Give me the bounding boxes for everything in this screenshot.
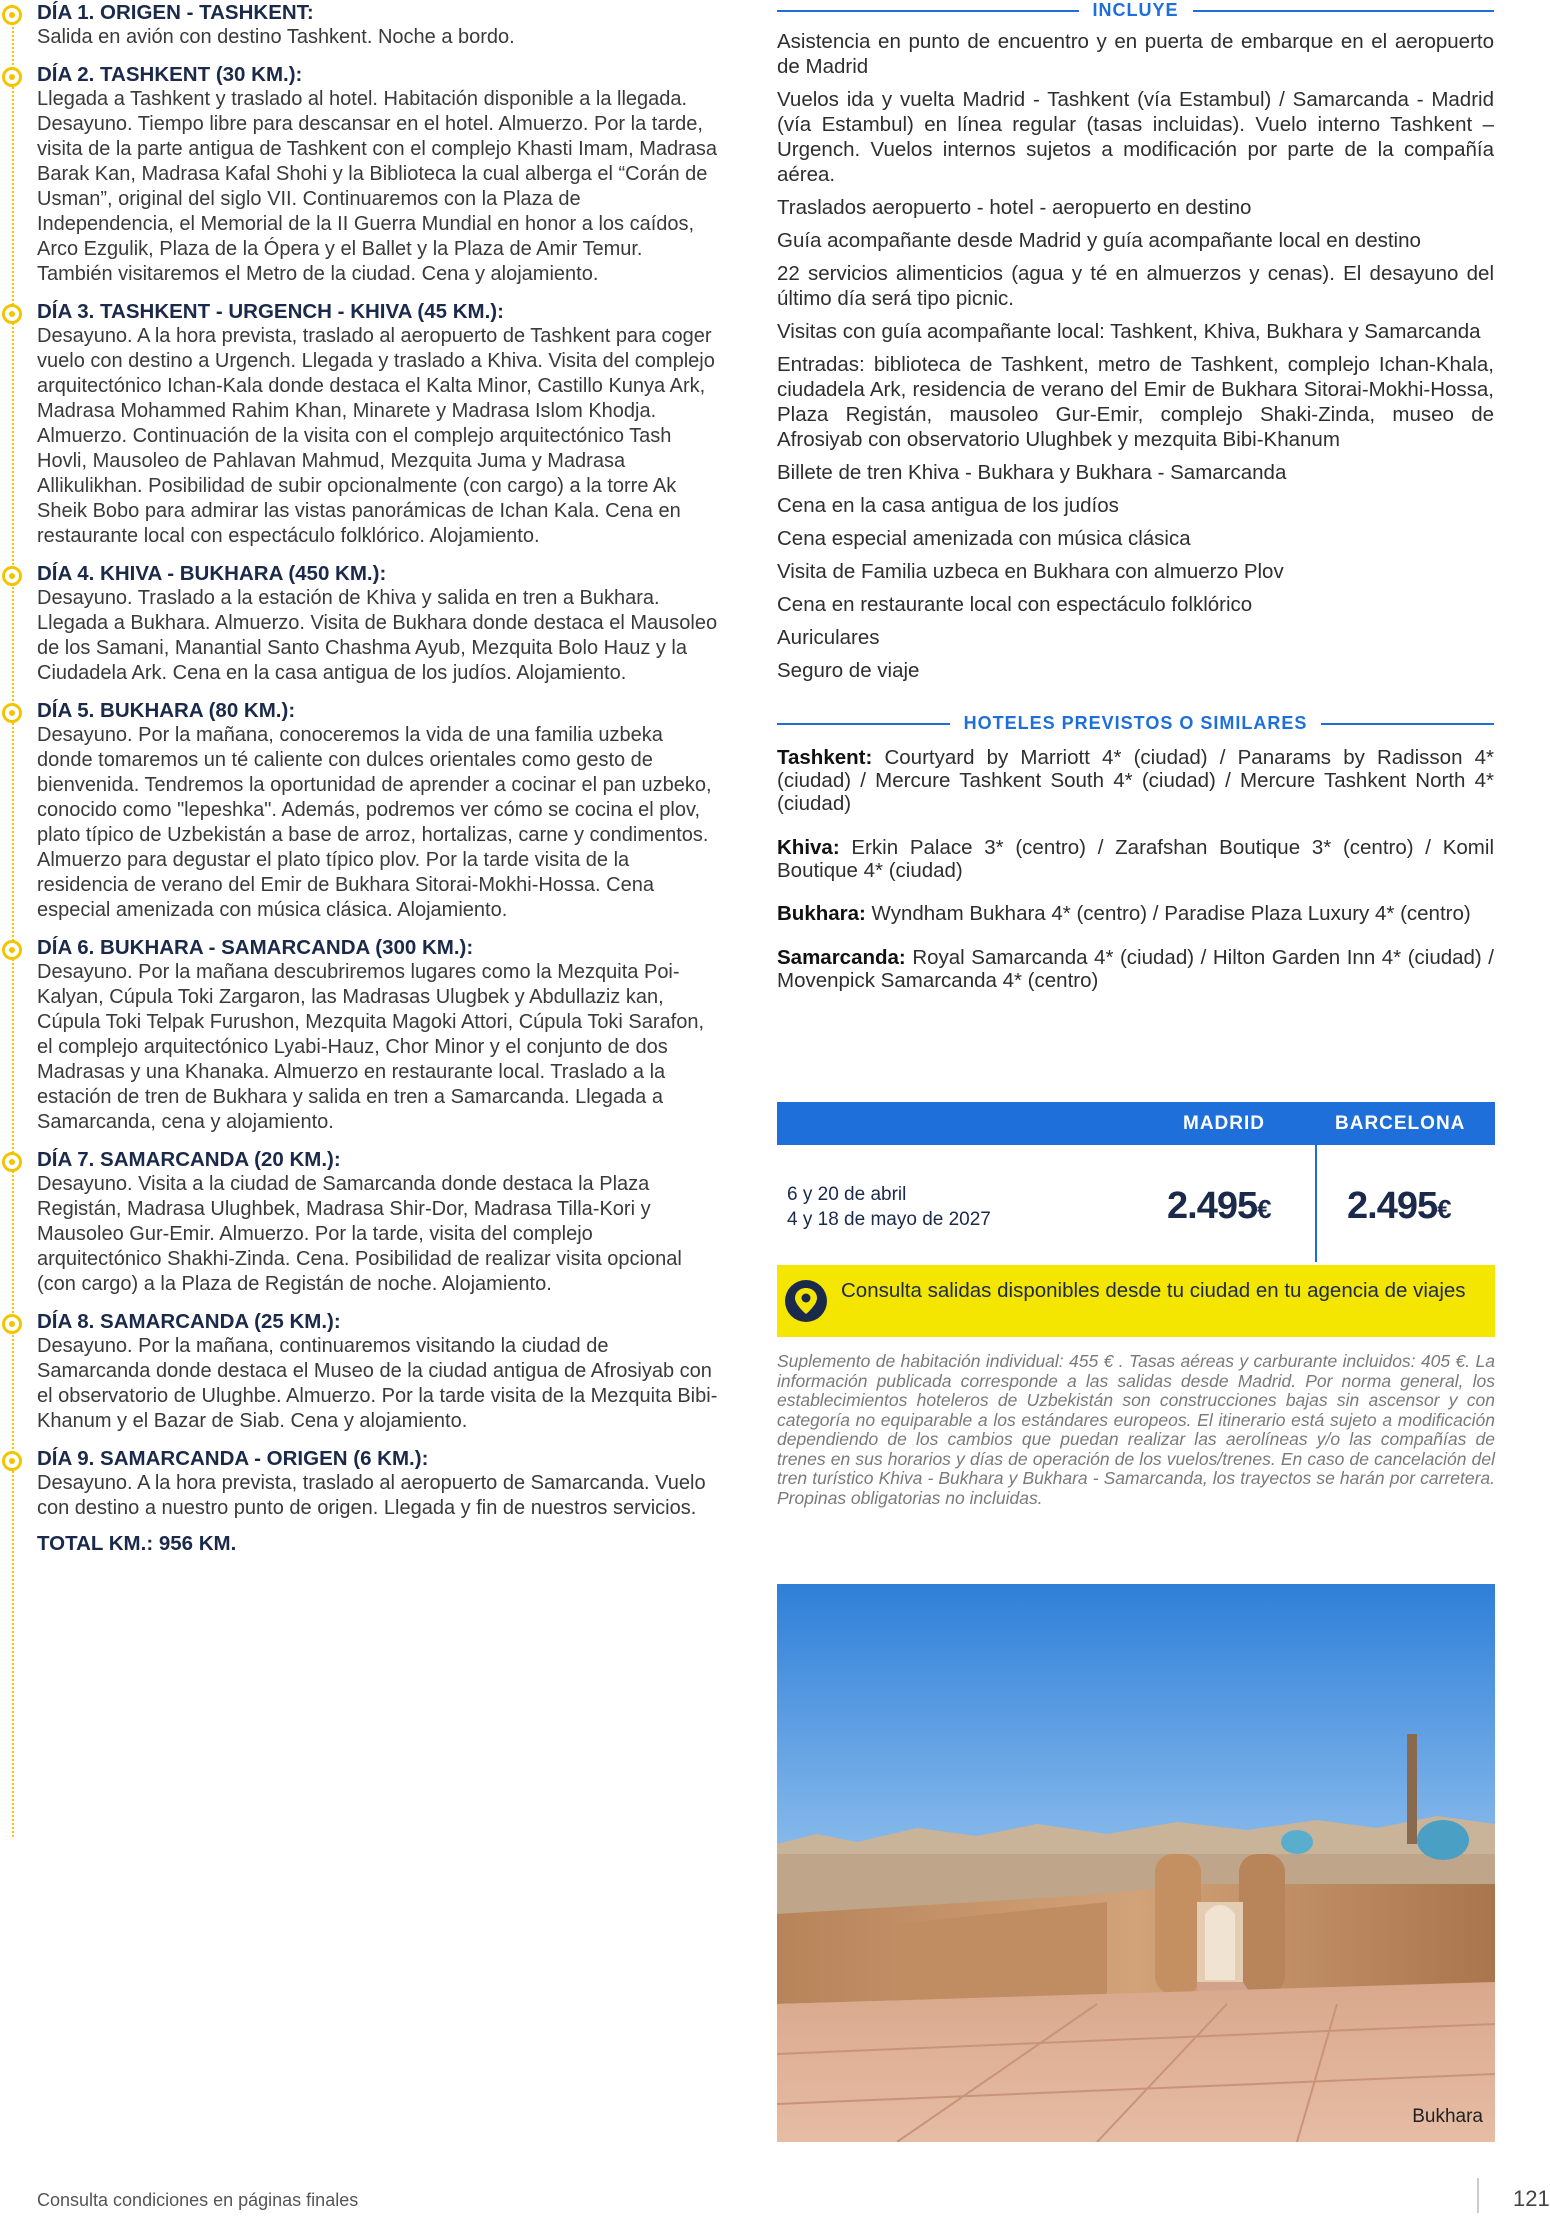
hotel-line [777,836,1494,882]
itinerary [37,0,720,1577]
notice-text: Consulta salidas disponibles desde tu ciudad en tu agencia de viajes [841,1279,1466,1302]
day-4 [37,561,720,686]
hotel-line [777,946,1494,992]
include-item: Vuelos ida y vuelta Madrid - Tashkent (vía Estambul) / Samarcanda - Madrid (vía Estambul) en línea regular (tasas incluidas). Vuelo interno Tashkent – Urgench. Vuelos internos sujetos a modificación por parte de la compañía aérea. [777,88,1494,186]
hotel-city: Samarcanda: [777,945,906,969]
day-title: DÍA 9. SAMARCANDA - ORIGEN (6 KM.): [37,1447,429,1470]
day-1 [37,0,720,50]
include-item: 22 servicios alimenticios (agua y té en almuerzos y cenas). El desayuno del último día será tipo picnic. [777,262,1494,310]
day-3 [37,299,720,549]
include-item: Visita de Familia uzbeca en Bukhara con almuerzo Plov [777,560,1284,583]
include-item: Visitas con guía acompañante local: Tashkent, Khiva, Bukhara y Samarcanda [777,320,1481,343]
day-title: DÍA 8. SAMARCANDA (25 KM.): [37,1310,341,1333]
price-table [777,1102,1495,1262]
day-marker-icon [2,67,22,87]
day-marker-icon [2,1152,22,1172]
day-title: DÍA 3. TASHKENT - URGENCH - KHIVA (45 KM.): [37,300,504,323]
day-marker-icon [2,1314,22,1334]
currency-symbol: € [1437,1194,1451,1224]
price-madrid [1167,1185,1271,1228]
hotel-names: Wyndham Bukhara 4* (centro) / Paradise Plaza Luxury 4* (centro) [865,902,1471,925]
include-item: Traslados aeropuerto - hotel - aeropuerto en destino [777,196,1252,219]
day-text: Desayuno. A la hora prevista, traslado al aeropuerto de Tashkent para coger vuelo con destino a Urgench. Llegada y traslado a Khiva. Visita del complejo arquitectónico Ichan-Kala donde destaca el Kalta Minor, Castillo Kunya Ark, Madrasa Mohammed Rahim Khan, Minarete y Madrasa Islom Khodja. Almuerzo. Continuación de la visita con el complejo arquitectónico Tash Hovli, Mausoleo de Pahlavan Mahmud, Mezquita Juma y Madrasa Allikulikhan. Posibilidad de subir opcionalmente (con cargo) a la torre Ak Sheik Bobo para admirar las vistas panorámicas de Ichan Kala. Cena en restaurante local con espectáculo folklórico. Alojamiento. [37,325,715,547]
hotel-city: Tashkent: [777,746,873,769]
total-km: TOTAL KM.: 956 KM. [37,1532,237,1555]
day-title: DÍA 5. BUKHARA (80 KM.): [37,699,296,722]
include-item: Entradas: biblioteca de Tashkent, metro de Tashkent, complejo Ichan-Khala, ciudadela Ark, residencia de verano del Emir de Bukhara Sitorai-Mokhi-Hossa, Plaza Registán, mausoleo Gur-Emir, complejo Shaki-Zinda, museo de Afrosiyab con observatorio Ulughbek y mezquita Bibi-Khanum [777,353,1494,451]
price-col-madrid: MADRID [1183,1113,1265,1134]
hotel-names: Erkin Palace 3* (centro) / Zarafshan Boutique 3* (centro) / Komil Boutique 4* (ciudad) [777,835,1494,882]
include-item: Cena en la casa antigua de los judíos [777,494,1119,517]
include-item: Seguro de viaje [777,659,920,682]
dates-line: 4 y 18 de mayo de 2027 [787,1209,991,1230]
price-value: 2.495 [1347,1185,1438,1227]
day-8 [37,1309,720,1434]
divider [777,723,950,725]
day-title: DÍA 7. SAMARCANDA (20 KM.): [37,1148,341,1171]
disclaimer-text: Suplemento de habitación individual: 455 € . Tasas aéreas y carburante incluidos: 405 €. La información publicada corresponde a las salidas desde Madrid. Por norma general, los establecimientos hoteleros de Uzbekistán son construcciones bajas sin ascensor y con categoría no equiparable a los estándares europeos. El itinerario está sujeto a modificación dependiendo de los cambios que puedan realizar las aerolíneas y/o las compañías de trenes en sus horarios y días de operación de los vuelos/trenes. En caso de cancelación del tren turístico Khiva - Bukhara y Bukhara - Samarcanda, los trayectos se harán por carretera. Propinas obligatorias no incluidas. [777,1351,1495,1508]
right-column [777,0,1494,1012]
hotel-city: Khiva: [777,835,840,859]
agency-notice [777,1265,1495,1337]
hotels-heading [777,713,1494,734]
day-title: DÍA 2. TASHKENT (30 KM.): [37,63,303,86]
day-text: Desayuno. Visita a la ciudad de Samarcanda donde destaca la Plaza Registán, Madrasa Ulughbek, Madrasa Shir-Dor, Madrasa Tilla-Kori y Mausoleo Gur-Emir. Almuerzo. Por la tarde, visita del complejo arquitectónico Shakhi-Zinda. Cena. Posibilidad de realizar visita opcional (con cargo) a la Plaza de Registán de noche. Alojamiento. [37,1173,682,1295]
include-item: Billete de tren Khiva - Bukhara y Bukhara - Samarcanda [777,461,1287,484]
day-text: Desayuno. A la hora prevista, traslado al aeropuerto de Samarcanda. Vuelo con destino a nuestro punto de origen. Llegada y fin de nuestros servicios. [37,1472,706,1519]
hotel-names: Royal Samarcanda 4* (ciudad) / Hilton Garden Inn 4* (ciudad) / Movenpick Samarcanda 4* (centro) [777,945,1494,992]
day-text: Desayuno. Por la mañana, conoceremos la vida de una familia uzbeka donde tomaremos un té caliente con dulces orientales como gesto de bienvenida. Tendremos la oportunidad de aprender a cocinar el pan uzbeko, conocido como "lepeshka". Además, podremos ver cómo se cocina el plov, plato típico de Uzbekistán a base de arroz, hortalizas, carne y condimentos. Almuerzo para degustar el plato típico plov. Por la tarde visita de la residencia de verano del Emir de Bukhara Sitorai-Mokhi-Hossa. Cena especial amenizada con música clásica. Alojamiento. [37,724,712,921]
day-7 [37,1147,720,1297]
divider [1321,723,1494,725]
include-item: Cena en restaurante local con espectáculo folklórico [777,593,1253,616]
day-text: Desayuno. Traslado a la estación de Khiva y salida en tren a Bukhara. Llegada a Bukhara. Almuerzo. Visita de Bukhara donde destaca el Mausoleo de los Samani, Manantial Santo Chashma Ayub, Mezquita Bolo Hauz y la Ciudadela Ark. Cena en la casa antigua de los judíos. Alojamiento. [37,587,718,684]
includes-list [777,29,1494,683]
divider [777,10,1079,12]
day-marker-icon [2,304,22,324]
hotels-section [777,713,1494,992]
hotel-line [777,902,1494,925]
includes-heading [777,0,1494,21]
day-2 [37,62,720,287]
price-header [777,1102,1495,1145]
day-text: Desayuno. Por la mañana descubriremos lugares como la Mezquita Poi-Kalyan, Cúpula Toki Zargaron, las Madrasas Ulugbek y Abdullaziz kan, Cúpula Toki Telpak Furushon, Mezquita Magoki Attori, Cúpula Toki Sarafon, el complejo arquitectónico Lyabi-Hauz, Chor Minor y el conjunto de dos Madrasas y una Khanaka. Almuerzo en restaurante local. Traslado a la estación de tren de Bukhara y salida en tren a Samarcanda. Llegada a Samarcanda, cena y alojamiento. [37,961,705,1133]
price-barcelona [1347,1185,1451,1228]
day-marker-icon [2,566,22,586]
day-marker-icon [2,1451,22,1471]
day-text: Llegada a Tashkent y traslado al hotel. Habitación disponible a la llegada. Desayuno. Tiempo libre para descansar en el hotel. Almuerzo. Por la tarde, visita de la parte antigua de Tashkent con el complejo Khasti Imam, Madrasa Barak Kan, Madrasa Kafal Shohi y la Biblioteca la cual alberga el “Corán de Usman”, original del siglo VII. Continuaremos con la Plaza de Independencia, el Memorial de la II Guerra Mundial en honor a los caídos, Arco Ezgulik, Plaza de la Ópera y el Ballet y la Plaza de Amir Temur. También visitaremos el Metro de la ciudad. Cena y alojamiento. [37,88,717,285]
timeline-line [12,12,14,1837]
day-marker-icon [2,703,22,723]
day-title: DÍA 6. BUKHARA - SAMARCANDA (300 KM.): [37,936,474,959]
price-value: 2.495 [1167,1185,1258,1227]
hotel-city: Bukhara: [777,902,866,925]
includes-heading-label: INCLUYE [1092,0,1179,20]
day-6 [37,935,720,1135]
price-col-barcelona: BARCELONA [1335,1113,1466,1134]
price-divider [1315,1145,1317,1262]
footer-text: Consulta condiciones en páginas finales [37,2190,359,2210]
hotel-line [777,746,1494,815]
day-marker-icon [2,940,22,960]
hotels-heading-label: HOTELES PREVISTOS O SIMILARES [963,713,1308,733]
departure-dates [787,1182,991,1232]
dates-line: 6 y 20 de abril [787,1184,907,1205]
day-title: DÍA 4. KHIVA - BUKHARA (450 KM.): [37,562,387,585]
divider [1193,10,1495,12]
currency-symbol: € [1257,1194,1271,1224]
day-text: Desayuno. Por la mañana, continuaremos visitando la ciudad de Samarcanda donde destaca el Museo de la ciudad antigua de Afrosiyab con el observatorio de Ulughbe. Almuerzo. Por la tarde visita de la Mezquita Bibi-Khanum y el Bazar de Siab. Cena y alojamiento. [37,1335,718,1432]
location-pin-icon [785,1280,827,1322]
day-text: Salida en avión con destino Tashkent. Noche a bordo. [37,26,515,48]
bukhara-photo [777,1584,1495,2142]
hotels-list [777,746,1494,992]
include-item: Guía acompañante desde Madrid y guía acompañante local en destino [777,229,1421,252]
day-title: DÍA 1. ORIGEN - TASHKENT: [37,1,314,24]
day-marker-icon [2,5,22,25]
photo-caption: Bukhara [1412,2106,1483,2127]
include-item: Cena especial amenizada con música clásica [777,527,1191,550]
footer-divider [1477,2178,1479,2213]
day-9 [37,1446,720,1521]
hotel-names: Courtyard by Marriott 4* (ciudad) / Panarams by Radisson 4* (ciudad) / Mercure Tashkent South 4* (ciudad) / Mercure Tashkent North 4* (ciudad) [777,746,1494,815]
page-number: 121 [1513,2186,1550,2211]
include-item: Auriculares [777,626,880,649]
include-item: Asistencia en punto de encuentro y en puerta de embarque en el aeropuerto de Madrid [777,30,1494,78]
day-5 [37,698,720,923]
